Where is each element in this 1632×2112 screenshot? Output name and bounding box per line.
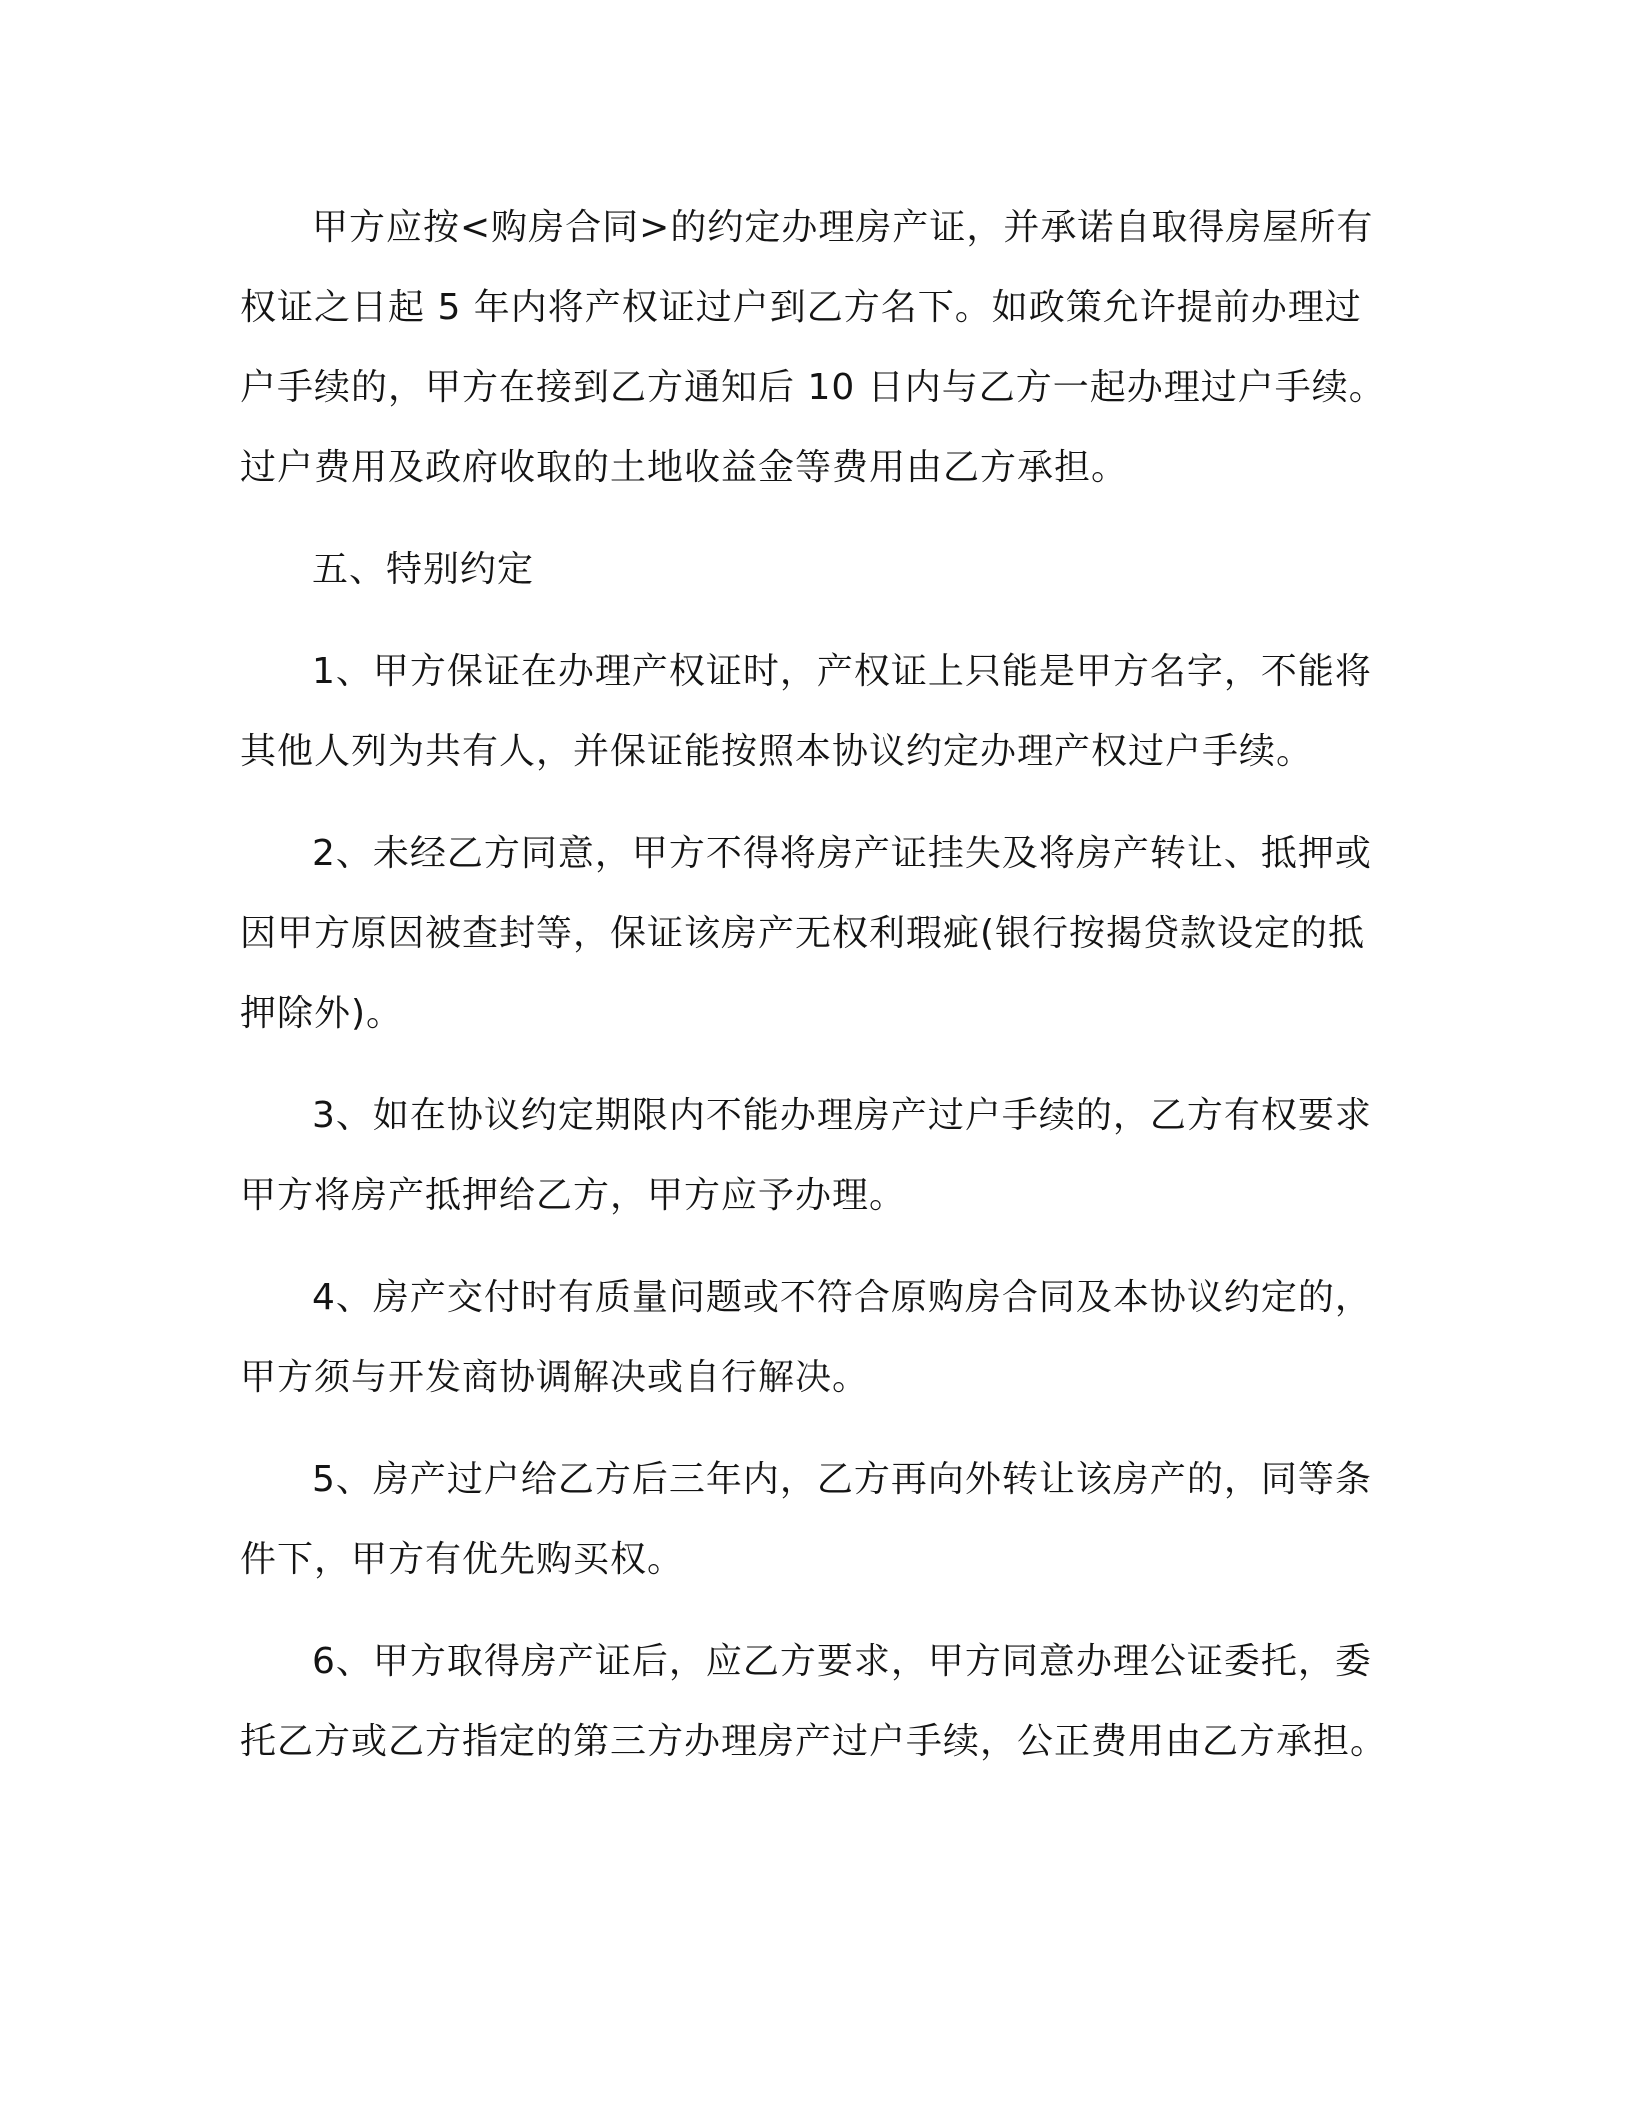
clause-item-1: 1、甲方保证在办理产权证时，产权证上只能是甲方名字，不能将其他人列为共有人，并保证能按照本协议约定办理产权过户手续。 [240, 651, 1372, 772]
clause-item-3: 3、如在协议约定期限内不能办理房产过户手续的，乙方有权要求甲方将房产抵押给乙方，甲方应予办理。 [240, 1095, 1372, 1216]
section-heading-special-agreement: 五、特别约定 [312, 549, 535, 590]
document-body [240, 188, 1390, 1782]
clause-item-4: 4、房产交付时有质量问题或不符合原购房合同及本协议约定的，甲方须与开发商协调解决或自行解决。 [240, 1277, 1372, 1398]
paragraph-title-transfer-clause: 甲方应按<购房合同>的约定办理房产证，并承诺自取得房屋所有权证之日起 5 年内将产权证过户到乙方名下。如政策允许提前办理过户手续的，甲方在接到乙方通知后 10 日内与乙方一起办理过户手续。过户费用及政府收取的土地收益金等费用由乙方承担。 [240, 207, 1386, 488]
clause-item-2: 2、未经乙方同意，甲方不得将房产证挂失及将房产转让、抵押或因甲方原因被查封等，保证该房产无权利瑕疵(银行按揭贷款设定的抵押除外)。 [240, 833, 1372, 1034]
clause-item-6: 6、甲方取得房产证后，应乙方要求，甲方同意办理公证委托，委托乙方或乙方指定的第三方办理房产过户手续，公正费用由乙方承担。 [240, 1641, 1388, 1762]
clause-item-5: 5、房产过户给乙方后三年内，乙方再向外转让该房产的，同等条件下，甲方有优先购买权。 [240, 1459, 1372, 1580]
